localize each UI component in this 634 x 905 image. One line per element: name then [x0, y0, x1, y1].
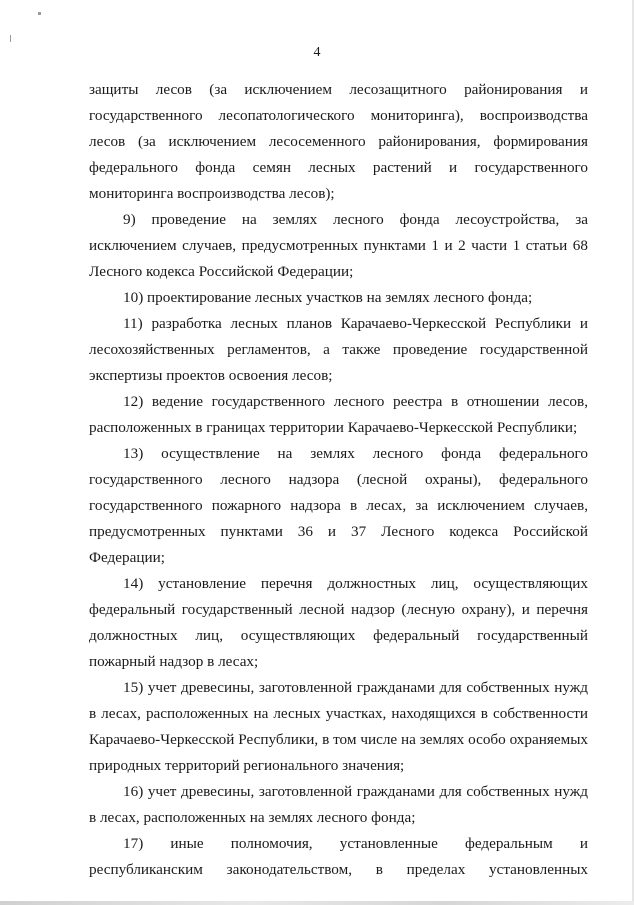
- paragraph-item-12: 12) ведение государственного лесного реестра в отношении лесов, расположенных в границах территории Карачаево-Черкесской Республики;: [89, 393, 588, 436]
- paragraph-continuation: защиты лесов (за исключением лесозащитного районирования и государственного лесопатологического мониторинга), воспроизводства лесов (за исключением лесосеменного районирования, формирования федерального фонда семян лесных растений и государственного мониторинга воспроизводства лесов);: [89, 81, 588, 202]
- scan-mark-dot: [38, 12, 41, 15]
- paragraph-item-9: 9) проведение на землях лесного фонда лесоустройства, за исключением случаев, предусмотренных пунктами 1 и 2 части 1 статьи 68 Лесного кодекса Российской Федерации;: [89, 211, 588, 280]
- paragraph-item-13: 13) осуществление на землях лесного фонда федерального государственного лесного надзора (лесной охраны), федерального государственного пожарного надзора в лесах, за исключением случаев, предусмотренных пунктами 36 и 37 Лесного кодекса Российской Федерации;: [89, 445, 588, 566]
- scan-bottom-edge: [0, 901, 634, 905]
- paragraph-item-17: 17) иные полномочия, установленные федеральным и республиканским законодательством, в пределах установленных: [89, 835, 588, 878]
- paragraph-item-10: 10) проектирование лесных участков на землях лесного фонда;: [123, 289, 533, 306]
- paragraph-item-11: 11) разработка лесных планов Карачаево-Черкесской Республики и лесохозяйственных регламентов, а также проведение государственной экспертизы проектов освоения лесов;: [89, 315, 588, 384]
- document-body: [89, 77, 588, 883]
- paragraph-item-15: 15) учет древесины, заготовленной гражданами для собственных нужд в лесах, расположенных на лесных участках, находящихся в собственности Карачаево-Черкесской Республики, в том числе на землях особо охраняемых природных территорий регионального значения;: [89, 679, 588, 774]
- paragraph-item-16: 16) учет древесины, заготовленной гражданами для собственных нужд в лесах, расположенных на землях лесного фонда;: [89, 783, 588, 826]
- scan-mark-tick: [10, 35, 11, 42]
- paragraph-item-14: 14) установление перечня должностных лиц, осуществляющих федеральный государственный лесной надзор (лесную охрану), и перечня должностных лиц, осуществляющих федеральный государственный пожарный надзор в лесах;: [89, 575, 588, 670]
- page-number: 4: [313, 45, 321, 60]
